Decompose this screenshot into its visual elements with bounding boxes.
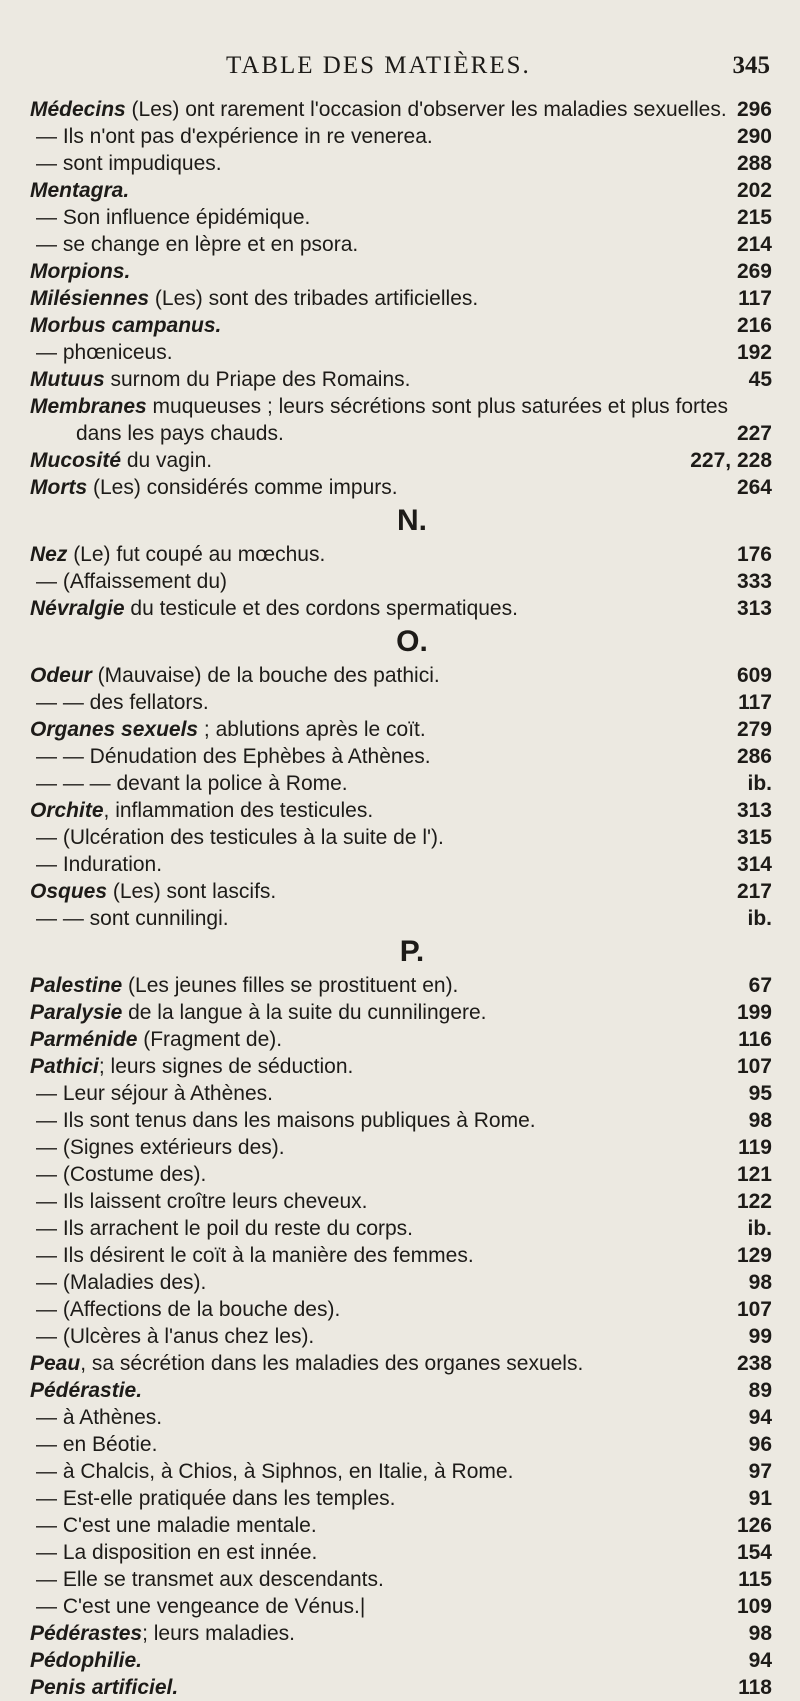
entry-description: — (Signes extérieurs des).: [36, 1136, 285, 1159]
index-entry: [30, 662, 772, 689]
entry-description: (Le) fut coupé au mœchus.: [67, 543, 326, 566]
index-entry: [30, 568, 772, 595]
running-title: TABLE DES MATIÈRES.: [226, 52, 531, 79]
entry-page-ref: 154: [736, 1541, 772, 1564]
entry-description: (Les jeunes filles se prostituent en).: [122, 974, 459, 997]
entry-page-ref: 116: [738, 1028, 772, 1051]
index-entry: [30, 1080, 772, 1107]
index-entry: [30, 851, 772, 878]
entry-page-ref: 199: [736, 1001, 772, 1024]
entry-page-ref: 314: [736, 853, 772, 876]
entry-text: [36, 905, 229, 932]
entry-headword: Organes sexuels: [30, 718, 199, 741]
entry-text: [36, 568, 227, 595]
entry-description: ; leurs signes de séduction.: [98, 1055, 354, 1078]
entry-page-ref: 279: [736, 718, 772, 741]
entry-description: (Les) ont rarement l'occasion d'observer les maladies sexuelles.: [125, 98, 727, 121]
page-header: [0, 52, 800, 84]
index-entry: [30, 1323, 772, 1350]
entry-page-ref: 98: [748, 1622, 772, 1645]
entry-text: [30, 366, 410, 393]
entry-text: [30, 1350, 583, 1377]
entry-description: — Ils arrachent le poil du reste du corps.: [36, 1217, 414, 1240]
entry-description: — (Ulcères à l'anus chez les).: [36, 1325, 315, 1348]
index-entry: [30, 1350, 772, 1377]
entry-page-ref: 99: [748, 1325, 772, 1348]
entry-page-ref: 227: [736, 422, 772, 445]
entry-page-ref: 238: [736, 1352, 772, 1375]
entry-headword: Névralgie: [30, 597, 125, 620]
entry-text: [30, 177, 129, 204]
index-entry: [30, 1593, 772, 1620]
entry-description: — (Maladies des).: [36, 1271, 207, 1294]
entry-headword: Mucosité: [30, 449, 122, 472]
index-entry: [30, 797, 772, 824]
index-entry: [30, 1566, 772, 1593]
entry-page-ref: 288: [736, 152, 772, 175]
index-entry: [30, 393, 772, 420]
entry-description: — (Affaissement du): [36, 570, 228, 593]
entry-page-ref: 91: [748, 1487, 772, 1510]
index-entry: [30, 1026, 772, 1053]
index-entry: [30, 1647, 772, 1674]
entry-text: [36, 1404, 162, 1431]
entry-page-ref: 216: [736, 314, 772, 337]
entry-description: — Est-elle pratiquée dans les temples.: [36, 1487, 396, 1510]
section-letter: P.: [399, 935, 425, 968]
entry-page-ref: 115: [738, 1568, 772, 1591]
entry-text: [30, 999, 487, 1026]
entry-text: [36, 851, 162, 878]
entry-page-ref: 227, 228: [690, 449, 772, 472]
entry-text: [36, 1134, 285, 1161]
entry-headword: Odeur: [30, 664, 92, 687]
index-entry: [30, 999, 772, 1026]
entry-description: muqueuses ; leurs sécrétions sont plus saturées et plus fortes: [146, 395, 729, 418]
entry-page-ref: 315: [736, 826, 772, 849]
entry-page-ref: 264: [736, 476, 772, 499]
entry-page-ref: 126: [736, 1514, 772, 1537]
entry-text: [36, 1512, 317, 1539]
entry-description: ; ablutions après le coït.: [198, 718, 426, 741]
index-entry: [30, 770, 772, 797]
index-entry: [30, 204, 772, 231]
entry-description: (Les) sont lascifs.: [107, 880, 277, 903]
entry-page-ref: 117: [738, 691, 772, 714]
entry-text: [30, 1674, 178, 1701]
index-entry: [30, 1215, 772, 1242]
index-entry: [30, 1485, 772, 1512]
entry-description: — Induration.: [36, 853, 163, 876]
entry-text: [36, 1485, 396, 1512]
index-entry: [30, 96, 772, 123]
index-entry: [30, 177, 772, 204]
entry-description: — sont impudiques.: [36, 152, 222, 175]
entry-page-ref: ib.: [747, 772, 772, 795]
entry-page-ref: 313: [736, 799, 772, 822]
entry-description: — Leur séjour à Athènes.: [36, 1082, 273, 1105]
entry-description: — C'est une vengeance de Vénus.|: [36, 1595, 366, 1618]
entry-headword: Peau: [30, 1352, 81, 1375]
entry-text: [36, 1080, 273, 1107]
index-entry: [30, 339, 772, 366]
entry-description: — Ils sont tenus dans les maisons publiques à Rome.: [36, 1109, 536, 1132]
index-entry: [30, 1512, 772, 1539]
entry-text: [30, 447, 212, 474]
index-entry: [30, 1404, 772, 1431]
entry-description: du vagin.: [121, 449, 213, 472]
index-entry: [30, 1296, 772, 1323]
index-entry: [30, 285, 772, 312]
entry-description: (Les) sont des tribades artificielles.: [149, 287, 479, 310]
entry-text: [36, 1323, 314, 1350]
entry-page-ref: 313: [736, 597, 772, 620]
entry-headword: Pédérastie.: [30, 1379, 143, 1402]
entry-text: [36, 339, 173, 366]
entry-text: [30, 716, 426, 743]
index-entry: [30, 541, 772, 568]
entry-text: [30, 1026, 282, 1053]
entry-text: [36, 1431, 157, 1458]
entry-page-ref: 215: [736, 206, 772, 229]
entry-page-ref: 119: [738, 1136, 772, 1159]
index-entry: [30, 743, 772, 770]
index-entry: [30, 123, 772, 150]
entry-text: [30, 662, 440, 689]
index-entry: [30, 1161, 772, 1188]
entry-page-ref: 333: [736, 570, 772, 593]
entry-headword: Parménide: [30, 1028, 138, 1051]
entry-description: — Son influence épidémique.: [36, 206, 311, 229]
entry-text: [30, 797, 373, 824]
entry-headword: Palestine: [30, 974, 123, 997]
index-entry: [30, 1458, 772, 1485]
entry-text: [36, 1593, 365, 1620]
index-entry: [30, 231, 772, 258]
index-entry: [30, 420, 772, 447]
entry-page-ref: 117: [738, 287, 772, 310]
index-entry: [30, 258, 772, 285]
entry-description: du testicule et des cordons spermatiques.: [124, 597, 518, 620]
entry-description: — en Béotie.: [36, 1433, 158, 1456]
index-entry: [30, 595, 772, 622]
entry-description: — Ils désirent le coït à la manière des femmes.: [36, 1244, 474, 1267]
index-entry: [30, 1377, 772, 1404]
index-entry: [30, 366, 772, 393]
entry-headword: Orchite: [30, 799, 104, 822]
entry-text: [36, 770, 348, 797]
entry-page-ref: 94: [748, 1406, 772, 1429]
index-entry: [30, 824, 772, 851]
entry-headword: Médecins: [30, 98, 126, 121]
entry-description: — Elle se transmet aux descendants.: [36, 1568, 384, 1591]
entry-text: [30, 312, 221, 339]
entry-text: [30, 96, 727, 123]
entry-page-ref: 107: [736, 1055, 772, 1078]
entry-page-ref: 121: [736, 1163, 772, 1186]
index-entry: [30, 905, 772, 932]
entry-text: [30, 1647, 142, 1674]
entry-text: [36, 1269, 206, 1296]
entry-page-ref: 122: [736, 1190, 772, 1213]
entry-page-ref: 98: [748, 1271, 772, 1294]
entry-page-ref: 290: [736, 125, 772, 148]
entry-description: — à Chalcis, à Chios, à Siphnos, en Italie, à Rome.: [36, 1460, 514, 1483]
index-entry: [30, 1620, 772, 1647]
entry-page-ref: 192: [736, 341, 772, 364]
index-entry: [30, 1134, 772, 1161]
entry-description: — à Athènes.: [36, 1406, 163, 1429]
entry-text: [36, 743, 431, 770]
entry-description: — — sont cunnilingi.: [36, 907, 229, 930]
entry-description: — — Dénudation des Ephèbes à Athènes.: [36, 745, 431, 768]
entry-headword: Milésiennes: [30, 287, 150, 310]
entry-text: [30, 1377, 142, 1404]
index-entry: [30, 1242, 772, 1269]
index-entry: [30, 716, 772, 743]
entry-headword: Membranes: [30, 395, 147, 418]
index-entry: [30, 1107, 772, 1134]
index-entry: [30, 1674, 772, 1701]
entry-text: [30, 285, 478, 312]
entry-description: — La disposition en est innée.: [36, 1541, 318, 1564]
entry-description: , sa sécrétion dans les maladies des organes sexuels.: [80, 1352, 584, 1375]
index-content: [30, 96, 772, 1701]
entry-page-ref: 296: [736, 98, 772, 121]
entry-page-ref: 286: [736, 745, 772, 768]
entry-headword: Paralysie: [30, 1001, 123, 1024]
entry-text: [30, 1620, 295, 1647]
entry-description: — — — devant la police à Rome.: [36, 772, 348, 795]
entry-headword: Penis artificiel.: [30, 1676, 179, 1699]
entry-text: [36, 1296, 340, 1323]
index-entry: [30, 312, 772, 339]
entry-text: [76, 420, 284, 447]
entry-description: — (Ulcération des testicules à la suite de l').: [36, 826, 444, 849]
index-entry: [30, 1431, 772, 1458]
entry-page-ref: ib.: [747, 907, 772, 930]
entry-text: [36, 1107, 536, 1134]
entry-text: [36, 1566, 384, 1593]
entry-description: — Ils n'ont pas d'expérience in re venerea.: [36, 125, 433, 148]
entry-text: [36, 1458, 513, 1485]
entry-text: [36, 1539, 317, 1566]
entry-text: [30, 258, 130, 285]
entry-description: surnom du Priape des Romains.: [104, 368, 411, 391]
page-number: 345: [732, 52, 770, 79]
entry-page-ref: 109: [736, 1595, 772, 1618]
entry-description: — Ils laissent croître leurs cheveux.: [36, 1190, 368, 1213]
section-letter: N.: [397, 504, 427, 537]
entry-page-ref: 609: [736, 664, 772, 687]
entry-text: [30, 474, 398, 501]
entry-headword: Pédophilie.: [30, 1649, 143, 1672]
entry-description: ; leurs maladies.: [142, 1622, 295, 1645]
entry-description: dans les pays chauds.: [76, 422, 284, 445]
index-entry: [30, 150, 772, 177]
entry-text: [30, 1053, 353, 1080]
entry-page-ref: 95: [748, 1082, 772, 1105]
entry-text: [36, 150, 222, 177]
index-entry: [30, 1269, 772, 1296]
entry-description: — (Affections de la bouche des).: [36, 1298, 341, 1321]
entry-text: [36, 1242, 474, 1269]
entry-headword: Nez: [30, 543, 68, 566]
entry-text: [36, 231, 358, 258]
entry-page-ref: 118: [738, 1676, 772, 1699]
entry-description: — — des fellators.: [36, 691, 209, 714]
entry-page-ref: 89: [748, 1379, 772, 1402]
entry-page-ref: 97: [748, 1460, 772, 1483]
entry-page-ref: 98: [748, 1109, 772, 1132]
entry-page-ref: 67: [748, 974, 772, 997]
entry-text: [30, 972, 458, 999]
entry-description: , inflammation des testicules.: [103, 799, 374, 822]
entry-page-ref: ib.: [747, 1217, 772, 1240]
entry-page-ref: 176: [736, 543, 772, 566]
index-entry: [30, 689, 772, 716]
entry-description: (Mauvaise) de la bouche des pathici.: [91, 664, 440, 687]
entry-page-ref: 202: [736, 179, 772, 202]
entry-description: — C'est une maladie mentale.: [36, 1514, 317, 1537]
index-entry: [30, 474, 772, 501]
entry-headword: Morpions.: [30, 260, 131, 283]
entry-headword: Morbus campanus.: [30, 314, 222, 337]
entry-headword: Pathici: [30, 1055, 99, 1078]
index-entry: [30, 1053, 772, 1080]
entry-headword: Mentagra.: [30, 179, 130, 202]
entry-text: [36, 689, 209, 716]
entry-description: (Fragment de).: [137, 1028, 283, 1051]
entry-headword: Pédérastes: [30, 1622, 143, 1645]
entry-text: [30, 878, 276, 905]
entry-headword: Mutuus: [30, 368, 105, 391]
entry-text: [36, 1215, 413, 1242]
index-entry: [30, 1188, 772, 1215]
entry-description: (Les) considérés comme impurs.: [87, 476, 398, 499]
entry-page-ref: 107: [736, 1298, 772, 1321]
entry-text: [30, 541, 325, 568]
entry-description: — (Costume des).: [36, 1163, 207, 1186]
entry-page-ref: 269: [736, 260, 772, 283]
entry-page-ref: 45: [748, 368, 772, 391]
entry-text: [36, 1161, 206, 1188]
entry-text: [36, 123, 433, 150]
entry-page-ref: 214: [736, 233, 772, 256]
entry-description: de la langue à la suite du cunnilingere.: [122, 1001, 487, 1024]
entry-text: [36, 824, 444, 851]
entry-page-ref: 94: [748, 1649, 772, 1672]
section-letter: O.: [396, 625, 428, 658]
entry-headword: Osques: [30, 880, 108, 903]
entry-page-ref: 217: [736, 880, 772, 903]
index-entry: [30, 1539, 772, 1566]
entry-page-ref: 129: [736, 1244, 772, 1267]
entry-headword: Morts: [30, 476, 88, 499]
index-entry: [30, 447, 772, 474]
entry-text: [36, 204, 310, 231]
entry-text: [30, 595, 518, 622]
entry-text: [30, 393, 728, 420]
entry-description: — phœniceus.: [36, 341, 173, 364]
index-entry: [30, 972, 772, 999]
entry-text: [36, 1188, 367, 1215]
entry-page-ref: 96: [748, 1433, 772, 1456]
index-entry: [30, 878, 772, 905]
entry-description: — se change en lèpre et en psora.: [36, 233, 359, 256]
